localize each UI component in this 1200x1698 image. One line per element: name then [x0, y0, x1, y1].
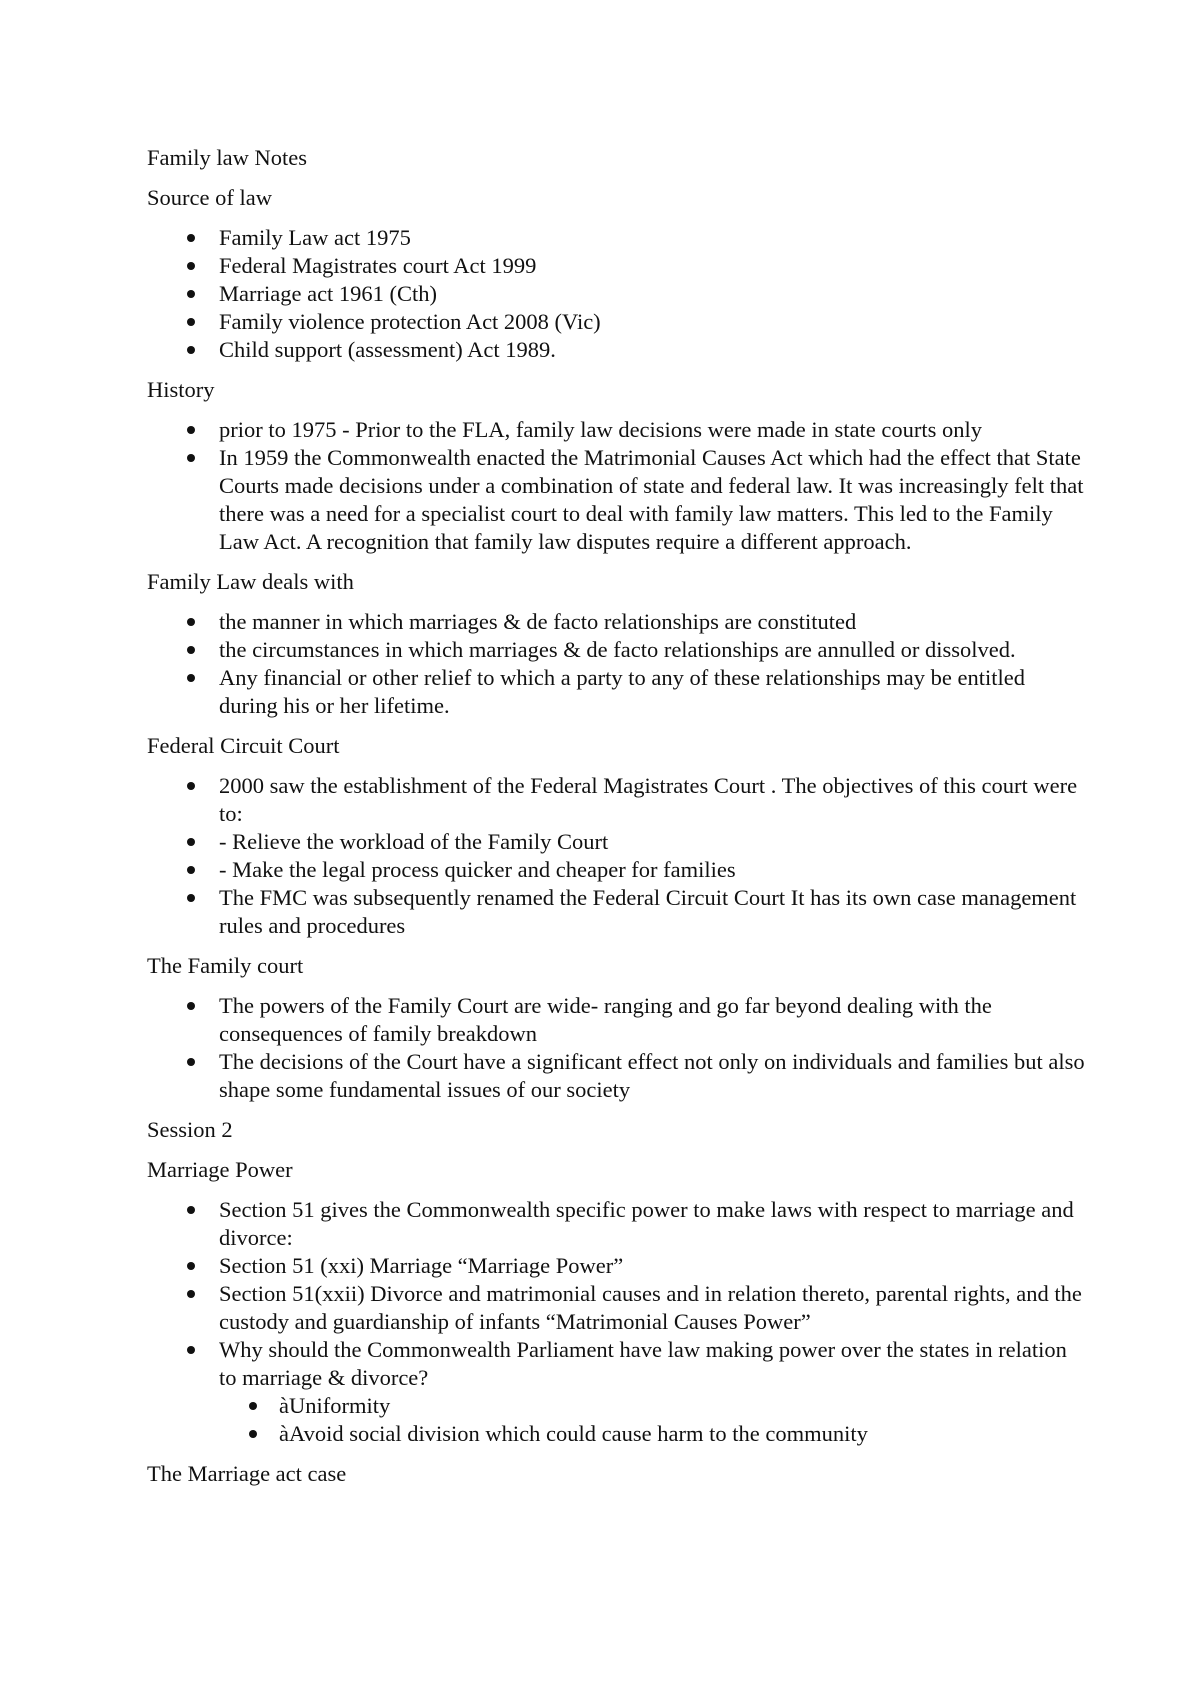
source-of-law-list [147, 224, 1087, 364]
list-item: prior to 1975 - Prior to the FLA, family law decisions were made in state courts only [219, 416, 1087, 444]
heading-session-2: Session 2 [147, 1117, 233, 1142]
document-title: Family law Notes [147, 145, 307, 170]
list-item: Section 51 (xxi) Marriage “Marriage Power” [219, 1252, 1087, 1280]
marriage-power-list [147, 1196, 1087, 1448]
heading-the-marriage-act-case: The Marriage act case [147, 1461, 347, 1486]
list-item: The decisions of the Court have a significant effect not only on individuals and families but also shape some fundamental issues of our society [219, 1048, 1087, 1104]
document-page [147, 144, 1087, 1500]
list-item: Family violence protection Act 2008 (Vic) [219, 308, 1087, 336]
sub-list-item: àUniformity [279, 1392, 1087, 1420]
list-item: - Relieve the workload of the Family Court [219, 828, 1087, 856]
federal-circuit-court-list [147, 772, 1087, 940]
list-item-text: Why should the Commonwealth Parliament have law making power over the states in relation to marriage & divorce? [219, 1337, 1067, 1390]
heading-source-of-law: Source of law [147, 185, 272, 210]
heading-the-family-court: The Family court [147, 953, 304, 978]
list-item: In 1959 the Commonwealth enacted the Matrimonial Causes Act which had the effect that State Courts made decisions under a combination of state and federal law. It was increasingly felt that there was a need for a specialist court to deal with family law matters. This led to the Family Law Act. A recognition that family law disputes require a different approach. [219, 444, 1087, 556]
list-item-with-subitems [219, 1336, 1087, 1448]
history-list [147, 416, 1087, 556]
sub-list [219, 1392, 1087, 1448]
list-item: Family Law act 1975 [219, 224, 1087, 252]
list-item: The powers of the Family Court are wide- ranging and go far beyond dealing with the consequences of family breakdown [219, 992, 1087, 1048]
list-item: Section 51(xxii) Divorce and matrimonial causes and in relation thereto, parental rights, and the custody and guardianship of infants “Matrimonial Causes Power” [219, 1280, 1087, 1336]
heading-federal-circuit-court: Federal Circuit Court [147, 733, 340, 758]
list-item: Section 51 gives the Commonwealth specific power to make laws with respect to marriage and divorce: [219, 1196, 1087, 1252]
list-item: Any financial or other relief to which a party to any of these relationships may be entitled during his or her lifetime. [219, 664, 1087, 720]
list-item: - Make the legal process quicker and cheaper for families [219, 856, 1087, 884]
heading-family-law-deals-with: Family Law deals with [147, 569, 354, 594]
family-court-list [147, 992, 1087, 1104]
family-law-deals-with-list [147, 608, 1087, 720]
list-item: 2000 saw the establishment of the Federal Magistrates Court . The objectives of this court were to: [219, 772, 1087, 828]
list-item: Child support (assessment) Act 1989. [219, 336, 1087, 364]
list-item: the manner in which marriages & de facto relationships are constituted [219, 608, 1087, 636]
list-item: the circumstances in which marriages & de facto relationships are annulled or dissolved. [219, 636, 1087, 664]
list-item: Federal Magistrates court Act 1999 [219, 252, 1087, 280]
heading-history: History [147, 377, 215, 402]
list-item: The FMC was subsequently renamed the Federal Circuit Court It has its own case management rules and procedures [219, 884, 1087, 940]
heading-marriage-power: Marriage Power [147, 1157, 293, 1182]
sub-list-item: àAvoid social division which could cause harm to the community [279, 1420, 1087, 1448]
list-item: Marriage act 1961 (Cth) [219, 280, 1087, 308]
